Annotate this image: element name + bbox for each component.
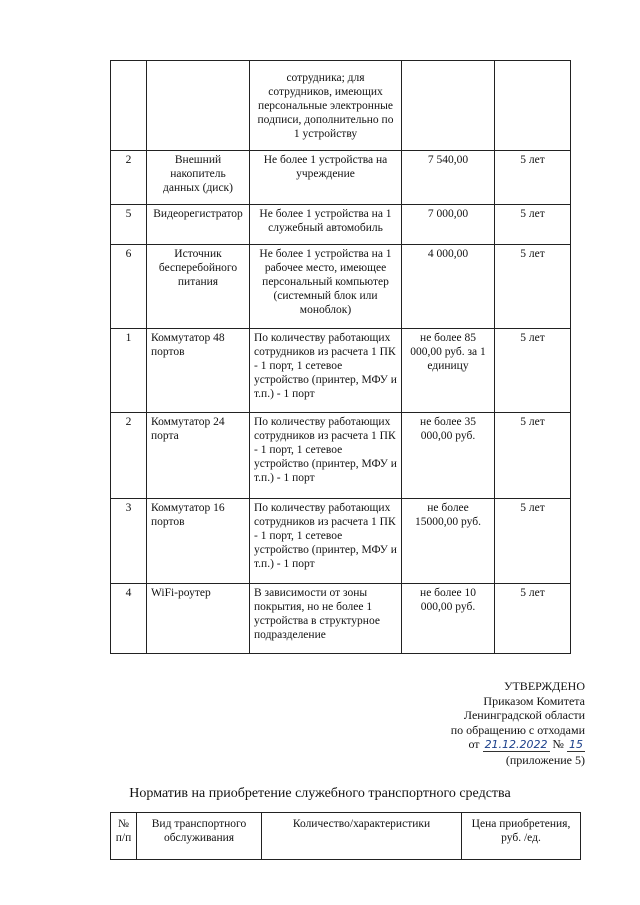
item-name: Коммутатор 48 портов xyxy=(147,329,250,413)
item-price: 7 540,00 xyxy=(402,151,495,205)
table-row xyxy=(111,151,571,205)
item-term: 5 лет xyxy=(495,329,571,413)
appendix-label: (приложение 5) xyxy=(505,752,585,767)
item-name: Источник бесперебойного питания xyxy=(147,245,250,329)
table-row xyxy=(111,413,571,499)
item-quantity: Не более 1 устройства на 1 служебный автомобиль xyxy=(250,205,402,245)
item-name xyxy=(147,61,250,151)
approval-date: 21.12.2022 xyxy=(484,738,548,751)
row-number xyxy=(111,61,147,151)
item-price: 7 000,00 xyxy=(402,205,495,245)
row-number: 5 xyxy=(111,205,147,245)
number-prefix: № xyxy=(552,737,564,751)
item-quantity: По количеству работающих сотрудников из расчета 1 ПК - 1 порт, 1 сетевое устройство (принтер, МФУ и т.п.) - 1 порт xyxy=(250,413,402,499)
row-number: 2 xyxy=(111,413,147,499)
item-price xyxy=(402,61,495,151)
table-row xyxy=(111,329,571,413)
column-header-quantity: Количество/характеристики xyxy=(262,813,462,860)
column-header-price: Цена приобретения, руб. /ед. xyxy=(462,813,581,860)
table-row xyxy=(111,584,571,654)
item-quantity: Не более 1 устройства на учреждение xyxy=(250,151,402,205)
table-row xyxy=(111,499,571,584)
item-term: 5 лет xyxy=(495,499,571,584)
item-term xyxy=(495,61,571,151)
approval-region-line: Ленинградской области xyxy=(463,708,585,722)
table-row xyxy=(111,205,571,245)
item-term: 5 лет xyxy=(495,413,571,499)
section-title: Норматив на приобретение служебного транспортного средства xyxy=(129,786,511,801)
item-name: Коммутатор 16 портов xyxy=(147,499,250,584)
row-number: 6 xyxy=(111,245,147,329)
date-prefix: от xyxy=(468,737,480,751)
item-name: Видеорегистратор xyxy=(147,205,250,245)
item-price: не более 85 000,00 руб. за 1 единицу xyxy=(402,329,495,413)
equipment-norms-table xyxy=(110,60,571,654)
approved-label: УТВЕРЖДЕНО xyxy=(503,679,585,693)
item-name: Коммутатор 24 порта xyxy=(147,413,250,499)
item-quantity: сотрудника; для сотрудников, имеющих персональные электронные подписи, дополнительно по 1 устройству xyxy=(250,61,402,151)
table-header-row xyxy=(111,813,581,860)
item-price: не более 15000,00 руб. xyxy=(402,499,495,584)
item-name: WiFi-роутер xyxy=(147,584,250,654)
row-number: 4 xyxy=(111,584,147,654)
item-term: 5 лет xyxy=(495,584,571,654)
table-row xyxy=(111,61,571,151)
approval-stamp xyxy=(345,679,585,767)
item-price: 4 000,00 xyxy=(402,245,495,329)
table-row xyxy=(111,245,571,329)
row-number: 2 xyxy=(111,151,147,205)
item-quantity: В зависимости от зоны покрытия, но не более 1 устройства в структурное подразделение xyxy=(250,584,402,654)
item-term: 5 лет xyxy=(495,205,571,245)
item-quantity: Не более 1 устройства на 1 рабочее место, имеющее персональный компьютер (системный блок или моноблок) xyxy=(250,245,402,329)
item-price: не более 35 000,00 руб. xyxy=(402,413,495,499)
column-header-service-type: Вид транспортного обслуживания xyxy=(137,813,262,860)
item-price: не более 10 000,00 руб. xyxy=(402,584,495,654)
item-quantity: По количеству работающих сотрудников из расчета 1 ПК - 1 порт, 1 сетевое устройство (принтер, МФУ и т.п.) - 1 порт xyxy=(250,329,402,413)
approval-date-line xyxy=(345,737,585,753)
approval-order-line: Приказом Комитета xyxy=(483,693,585,708)
row-number: 3 xyxy=(111,499,147,584)
item-name: Внешний накопитель данных (диск) xyxy=(147,151,250,205)
item-term: 5 лет xyxy=(495,245,571,329)
row-number: 1 xyxy=(111,329,147,413)
approval-number: 15 xyxy=(569,738,583,751)
item-term: 5 лет xyxy=(495,151,571,205)
approval-committee-line: по обращению с отходами xyxy=(450,722,585,737)
item-quantity: По количеству работающих сотрудников из расчета 1 ПК - 1 порт, 1 сетевое устройство (принтер, МФУ и т.п.) - 1 порт xyxy=(250,499,402,584)
vehicle-norms-table xyxy=(110,812,581,860)
column-header-number: № п/п xyxy=(111,813,137,860)
